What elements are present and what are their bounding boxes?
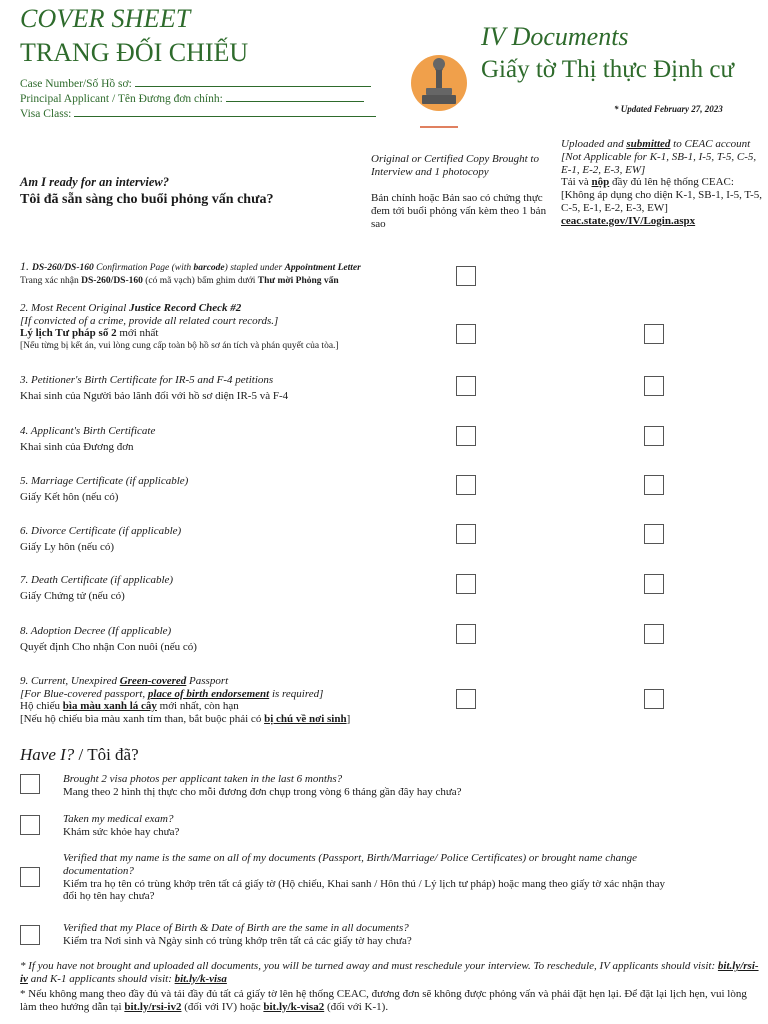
ceac-not-applicable: [Not Applicable for K-1, SB-1, I-5, T-5, C-5, E-1, E-2, E-3, EW]	[561, 150, 757, 176]
item-passport-original-checkbox[interactable]	[456, 689, 476, 709]
visa-class-field	[20, 106, 376, 120]
cover-sheet-title-vi: TRANG ĐỐI CHIẾU	[20, 38, 249, 67]
item-death-certificate: 7. Death Certificate (if applicable) Giấy Chứng tử (nếu có)	[20, 574, 174, 602]
cover-sheet-title: COVER SHEET	[20, 4, 191, 33]
original-copy-header: Original or Certified Copy Brought to Interview and 1 photocopy	[371, 153, 539, 178]
have-medical-item: Taken my medical exam? Khám sức khỏe hay chưa?	[63, 813, 180, 838]
case-number-line[interactable]	[135, 76, 371, 87]
visa-class-label: Visa Class:	[20, 108, 72, 120]
item-justice-record-ceac-checkbox[interactable]	[644, 324, 664, 344]
ceac-url-link[interactable]: ceac.state.gov/IV/Login.aspx	[561, 214, 696, 227]
have-photos-checkbox[interactable]	[20, 774, 40, 794]
item-applicant-birth-original-checkbox[interactable]	[456, 426, 476, 446]
footer-note-vi: * Nếu không mang theo đầy đủ và tải đầy đủ tất cả giấy tờ lên hệ thống CEAC, đương đơn sẽ không được phỏng vấn và phải đặt hẹn lại. Để đặt lại lịch hẹn, vui lòng làm theo hướng dẫn tại bit.ly/rsi-iv2 (đối với IV) hoặc bit.ly/k-visa2 (đối với K-1).	[20, 988, 747, 1013]
have-name-verified-checkbox[interactable]	[20, 867, 40, 887]
have-birth-verified-checkbox[interactable]	[20, 925, 40, 945]
rsi-iv-link[interactable]: bit.ly/rsi-iv	[20, 960, 759, 985]
k-visa-link[interactable]: bit.ly/k-visa	[174, 972, 227, 985]
ceac-upload-line: Uploaded and submitted to CEAC account	[561, 138, 751, 150]
item-adoption-original-checkbox[interactable]	[456, 624, 476, 644]
ceac-not-applicable-vi: [Không áp dụng cho diện K-1, SB-1, I-5, T-5, C-5, E-1, E-2, E-3, EW]	[561, 189, 763, 214]
item-death-original-checkbox[interactable]	[456, 574, 476, 594]
item-divorce-certificate: 6. Divorce Certificate (if applicable) Giấy Ly hôn (nếu có)	[20, 525, 182, 553]
interview-question: Am I ready for an interview?	[20, 175, 169, 189]
have-i-heading: Have I? / Tôi đã?	[20, 745, 139, 764]
item-ds260-original-checkbox[interactable]	[456, 266, 476, 286]
principal-applicant-line[interactable]	[226, 91, 364, 102]
rsi-iv2-link[interactable]: bit.ly/rsi-iv2	[124, 1000, 182, 1013]
interview-question-vi: Tôi đã sẵn sàng cho buổi phỏng vấn chưa?	[20, 192, 274, 207]
ceac-upload-header	[561, 138, 766, 228]
item-adoption-ceac-checkbox[interactable]	[644, 624, 664, 644]
visa-class-line[interactable]	[74, 106, 376, 117]
case-number-label: Case Number/Số Hồ sơ:	[20, 78, 132, 90]
item-passport: 9. Current, Unexpired Green-covered Passport [For Blue-covered passport, place of birth endorsement is required] Hộ chiếu bìa màu xanh lá cây mới nhất, còn hạn [Nếu hộ chiếu bìa màu xanh tím than, bắt buộc phải có bị chú về nơi sinh]	[20, 675, 351, 725]
have-photos-item: Brought 2 visa photos per applicant taken in the last 6 months? Mang theo 2 hình thị thực cho mỗi đương đơn chụp trong vòng 6 tháng gần đây hay chưa?	[63, 773, 462, 798]
footer-note-en: * If you have not brought and uploaded all documents, you will be turned away and must reschedule your interview. To reschedule, IV applicants should visit: bit.ly/rsi-iv and K-1 applicants should visit: bit.ly/k-visa	[20, 960, 759, 985]
item-petitioner-birth-ceac-checkbox[interactable]	[644, 376, 664, 396]
item-divorce-ceac-checkbox[interactable]	[644, 524, 664, 544]
rubber-stamp-icon	[410, 54, 468, 134]
iv-documents-title: IV Documents	[481, 22, 629, 51]
item-petitioner-birth: 3. Petitioner's Birth Certificate for IR-5 and F-4 petitions Khai sinh của Người bảo lãnh đối với hồ sơ diện IR-5 và F-4	[20, 374, 289, 402]
item-ds260: 1. DS-260/DS-160 Confirmation Page (with barcode) stapled under Appointment Letter Trang xác nhận DS-260/DS-160 (có mã vạch) bấm ghim dưới Thư mời Phỏng vấn	[20, 259, 361, 286]
item-applicant-birth: 4. Applicant's Birth Certificate Khai sinh của Đương đơn	[20, 425, 156, 453]
ceac-upload-line-vi: Tải và nộp đầy đủ lên hệ thống CEAC:	[561, 176, 734, 189]
original-copy-header-vi: Bản chính hoặc Bản sao có chứng thực đem tới buổi phỏng vấn kèm theo 1 bản sao	[371, 192, 547, 230]
principal-applicant-label: Principal Applicant / Tên Đương đơn chính:	[20, 93, 223, 105]
item-justice-record-original-checkbox[interactable]	[456, 324, 476, 344]
item-divorce-original-checkbox[interactable]	[456, 524, 476, 544]
item-justice-record: 2. Most Recent Original Justice Record Check #2 [If convicted of a crime, provide all related court records.] Lý lịch Tư pháp số 2 mới nhất [Nếu từng bị kết án, vui lòng cung cấp toàn bộ hồ sơ án tích và phán quyết của tòa.]	[20, 302, 339, 351]
item-applicant-birth-ceac-checkbox[interactable]	[644, 426, 664, 446]
have-name-verified-item: Verified that my name is the same on all of my documents (Passport, Birth/Marriage/ Police Certificates) or brought name change documentation? Kiểm tra họ tên có trùng khớp trên tất cả giấy tờ (Hộ chiếu, Khai sanh / Hôn thú / Lý lịch tư pháp) hoặc mang theo giấy tờ xác nhận thay đổi họ tên hay chưa?	[63, 852, 665, 903]
updated-date: * Updated February 27, 2023	[614, 104, 723, 114]
have-medical-checkbox[interactable]	[20, 815, 40, 835]
item-death-ceac-checkbox[interactable]	[644, 574, 664, 594]
item-marriage-certificate: 5. Marriage Certificate (if applicable) Giấy Kết hôn (nếu có)	[20, 475, 189, 503]
k-visa2-link[interactable]: bit.ly/k-visa2	[263, 1000, 325, 1013]
case-number-field	[20, 76, 371, 90]
item-marriage-original-checkbox[interactable]	[456, 475, 476, 495]
item-petitioner-birth-original-checkbox[interactable]	[456, 376, 476, 396]
item-passport-ceac-checkbox[interactable]	[644, 689, 664, 709]
iv-documents-title-vi: Giấy tờ Thị thực Định cư	[481, 56, 735, 83]
have-birth-verified-item: Verified that my Place of Birth & Date of Birth are the same in all documents? Kiểm tra Nơi sinh và Ngày sinh có trùng khớp trên tất cả các giấy tờ hay chưa?	[63, 922, 412, 947]
principal-applicant-field	[20, 91, 364, 105]
item-adoption-decree: 8. Adoption Decree (If applicable) Quyết định Cho nhận Con nuôi (nếu có)	[20, 625, 197, 653]
item-marriage-ceac-checkbox[interactable]	[644, 475, 664, 495]
